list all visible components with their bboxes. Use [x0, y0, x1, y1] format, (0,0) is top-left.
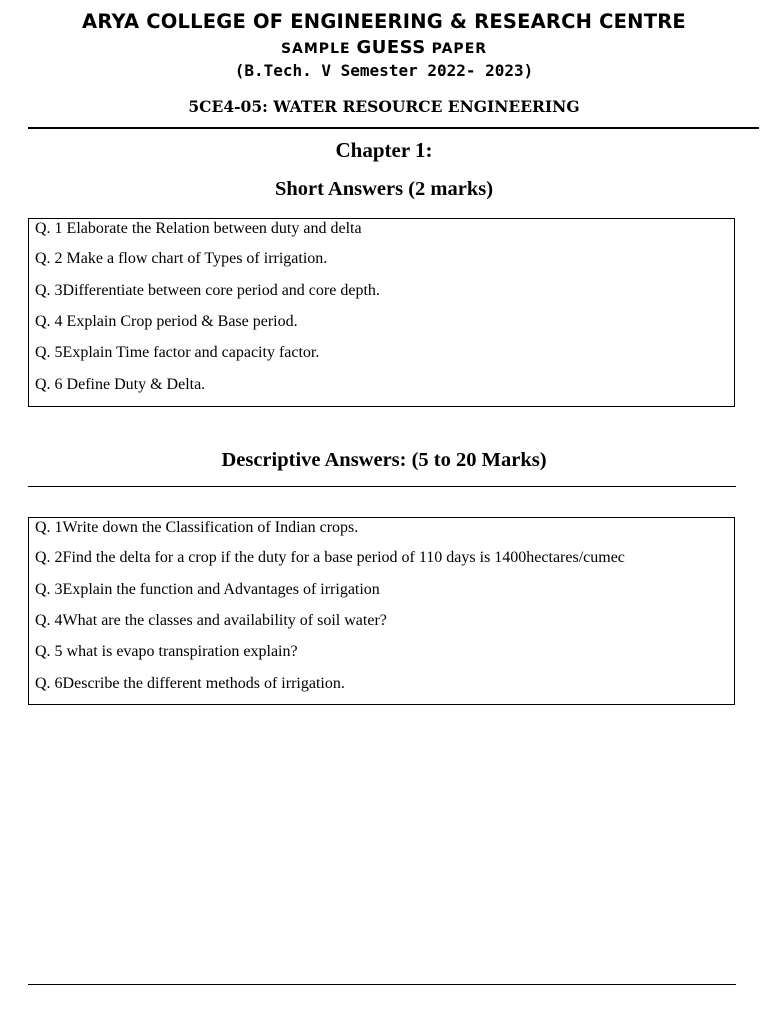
- paper-label: PAPER: [431, 41, 488, 57]
- short-answers-box: [28, 218, 735, 407]
- descriptive-question-5: Q. 5 what is evapo transpiration explain?: [35, 643, 298, 660]
- college-name: ARYA COLLEGE OF ENGINEERING & RESEARCH CENTRE: [82, 10, 686, 33]
- header-divider: [28, 127, 759, 129]
- descriptive-question-1: Q. 1Write down the Classification of Indian crops.: [35, 519, 359, 536]
- short-question-5: Q. 5Explain Time factor and capacity factor.: [35, 344, 320, 361]
- short-question-3: Q. 3Differentiate between core period and core depth.: [35, 282, 380, 299]
- short-question-6: Q. 6 Define Duty & Delta.: [35, 376, 206, 393]
- subject-title: 5CE4-05: WATER RESOURCE ENGINEERING: [188, 97, 580, 116]
- chapter-title: Chapter 1:: [335, 138, 433, 162]
- short-answers-title: Short Answers (2 marks): [274, 178, 494, 200]
- descriptive-answers-title: Descriptive Answers: (5 to 20 Marks): [221, 449, 547, 471]
- short-question-2: Q. 2 Make a flow chart of Types of irrigation.: [35, 250, 328, 267]
- sample-label: SAMPLE: [280, 41, 351, 57]
- short-question-4: Q. 4 Explain Crop period & Base period.: [35, 313, 298, 330]
- descriptive-question-2: Q. 2Find the delta for a crop if the duty for a base period of 110 days is 1400hectares/cumec: [35, 549, 625, 566]
- guess-label: GUESS: [356, 37, 426, 58]
- section-divider: [28, 486, 736, 487]
- footer-divider: [28, 984, 736, 985]
- sample-guess-paper-line: [0, 37, 768, 58]
- descriptive-question-4: Q. 4What are the classes and availability of soil water?: [35, 612, 387, 629]
- descriptive-question-6: Q. 6Describe the different methods of irrigation.: [35, 675, 345, 692]
- descriptive-question-3: Q. 3Explain the function and Advantages of irrigation: [35, 581, 380, 598]
- descriptive-answers-box: [28, 517, 735, 705]
- short-question-1: Q. 1 Elaborate the Relation between duty and delta: [35, 220, 362, 237]
- semester-line: (B.Tech. V Semester 2022- 2023): [234, 61, 534, 80]
